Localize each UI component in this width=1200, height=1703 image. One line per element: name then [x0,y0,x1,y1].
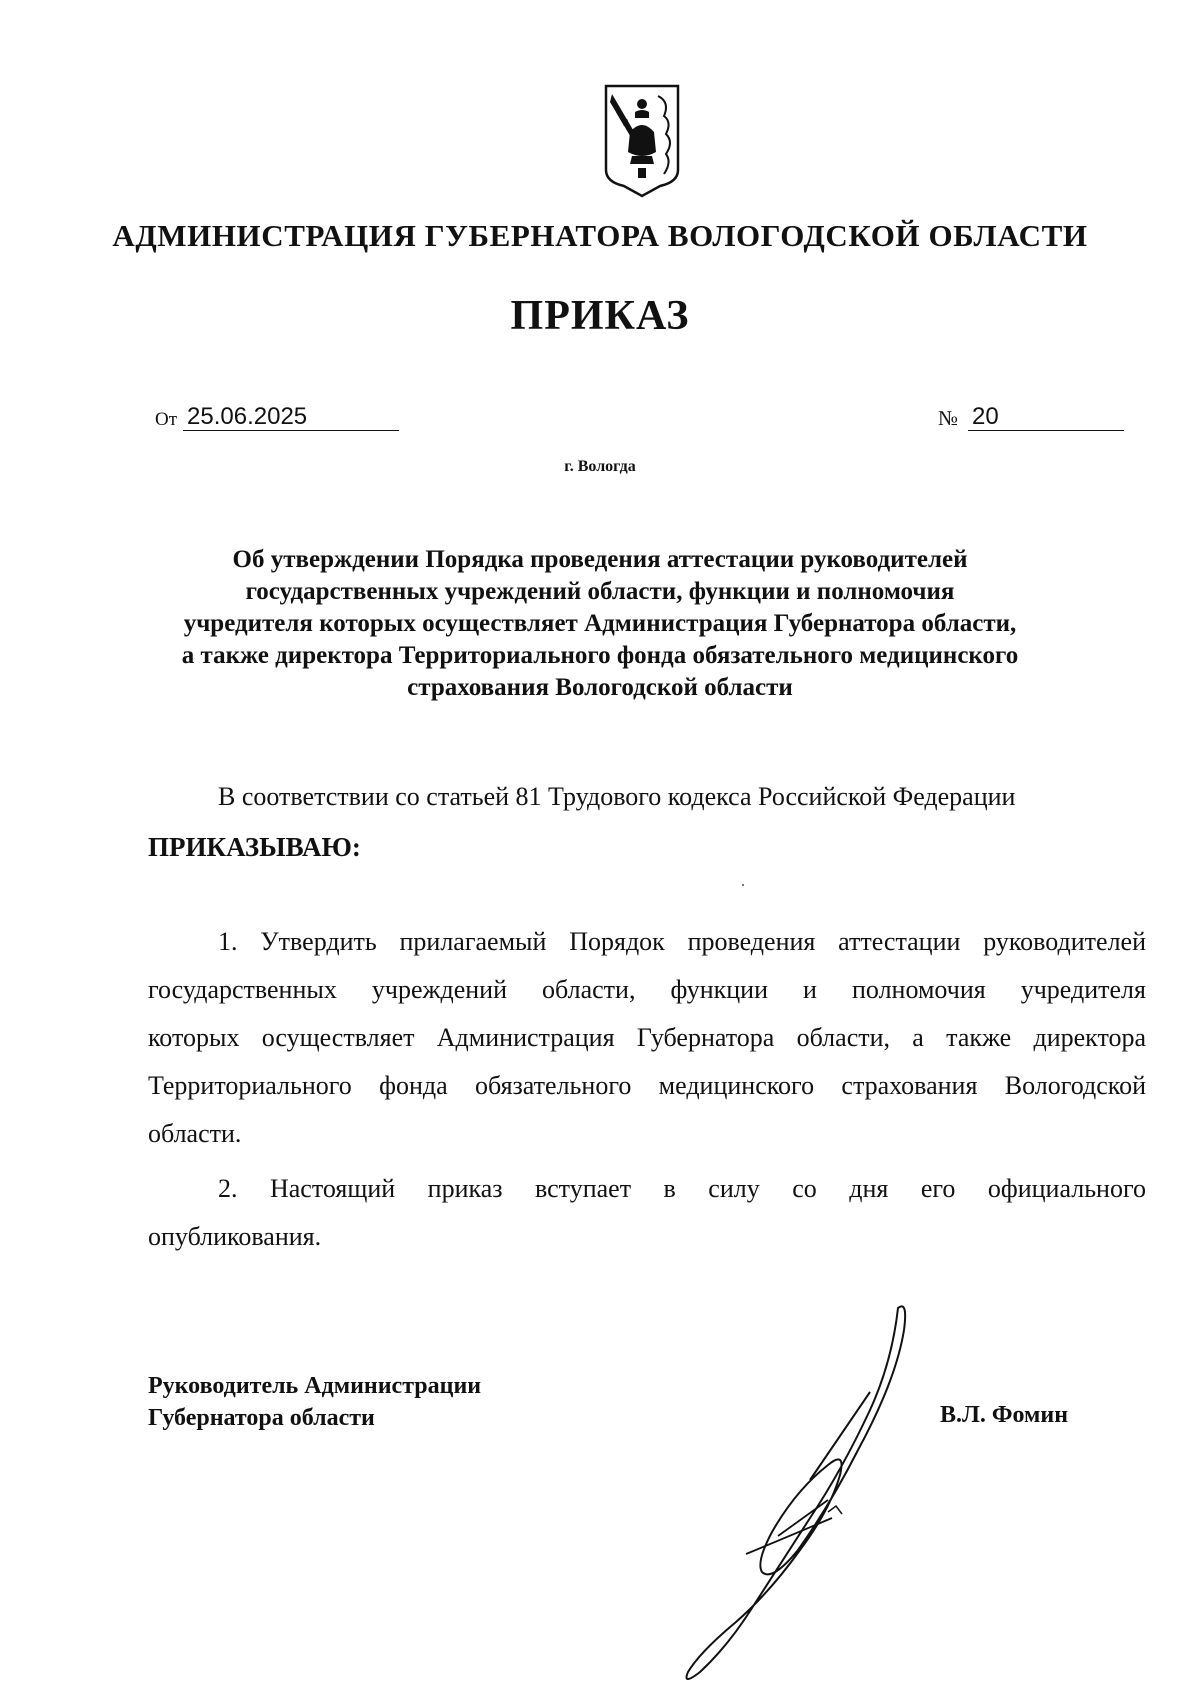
signatory-position [148,1370,481,1434]
handwritten-signature-icon [660,1300,930,1690]
coat-of-arms-icon [602,82,682,200]
item-line: опубликования. [148,1222,322,1251]
subject-line: государственных учреждений области, функции и полномочия [245,578,955,605]
number-value: 20 [968,404,1124,431]
item-line: которых осуществляет Администрация Губернатора области, а также директора [148,1023,1146,1052]
subject-line: а также директора Территориального фонда обязательного медицинского [181,642,1019,669]
subject-line: учредителя которых осуществляет Администрация Губернатора области, [183,610,1017,637]
item-line: 2. Настоящий приказ вступает в силу со дня его официального [218,1174,1146,1203]
document-subject [140,544,1060,704]
city-name: г. Вологда [564,458,636,475]
date-value: 25.06.2025 [183,404,399,431]
organization-title: АДМИНИСТРАЦИЯ ГУБЕРНАТОРА ВОЛОГОДСКОЙ ОБЛАСТИ [112,218,1088,253]
subject-line: страхования Вологодской области [407,674,793,701]
order-item-1 [148,918,1146,1158]
document-date [155,404,399,431]
document-number [938,404,1124,431]
item-line: области. [148,1119,242,1148]
signatory-name: В.Л. Фомин [940,1402,1069,1428]
position-line: Руководитель Администрации [148,1373,482,1399]
document-type-title: ПРИКАЗ [510,293,690,339]
item-line: 1. Утвердить прилагаемый Порядок проведения аттестации руководителей [218,927,1146,956]
date-label: От [155,409,178,430]
item-line: Территориального фонда обязательного медицинского страхования Вологодской [148,1071,1146,1100]
order-item-2 [148,1165,1146,1261]
item-line: государственных учреждений области, функции и полномочия учредителя [148,975,1146,1004]
scan-dot [742,884,744,886]
subject-line: Об утверждении Порядка проведения аттестации руководителей [232,546,968,573]
number-label: № [938,406,959,430]
position-line: Губернатора области [148,1405,375,1431]
order-word: ПРИКАЗЫВАЮ: [148,832,361,862]
preamble-text: В соответствии со статьей 81 Трудового кодекса Российской Федерации [218,782,1016,811]
